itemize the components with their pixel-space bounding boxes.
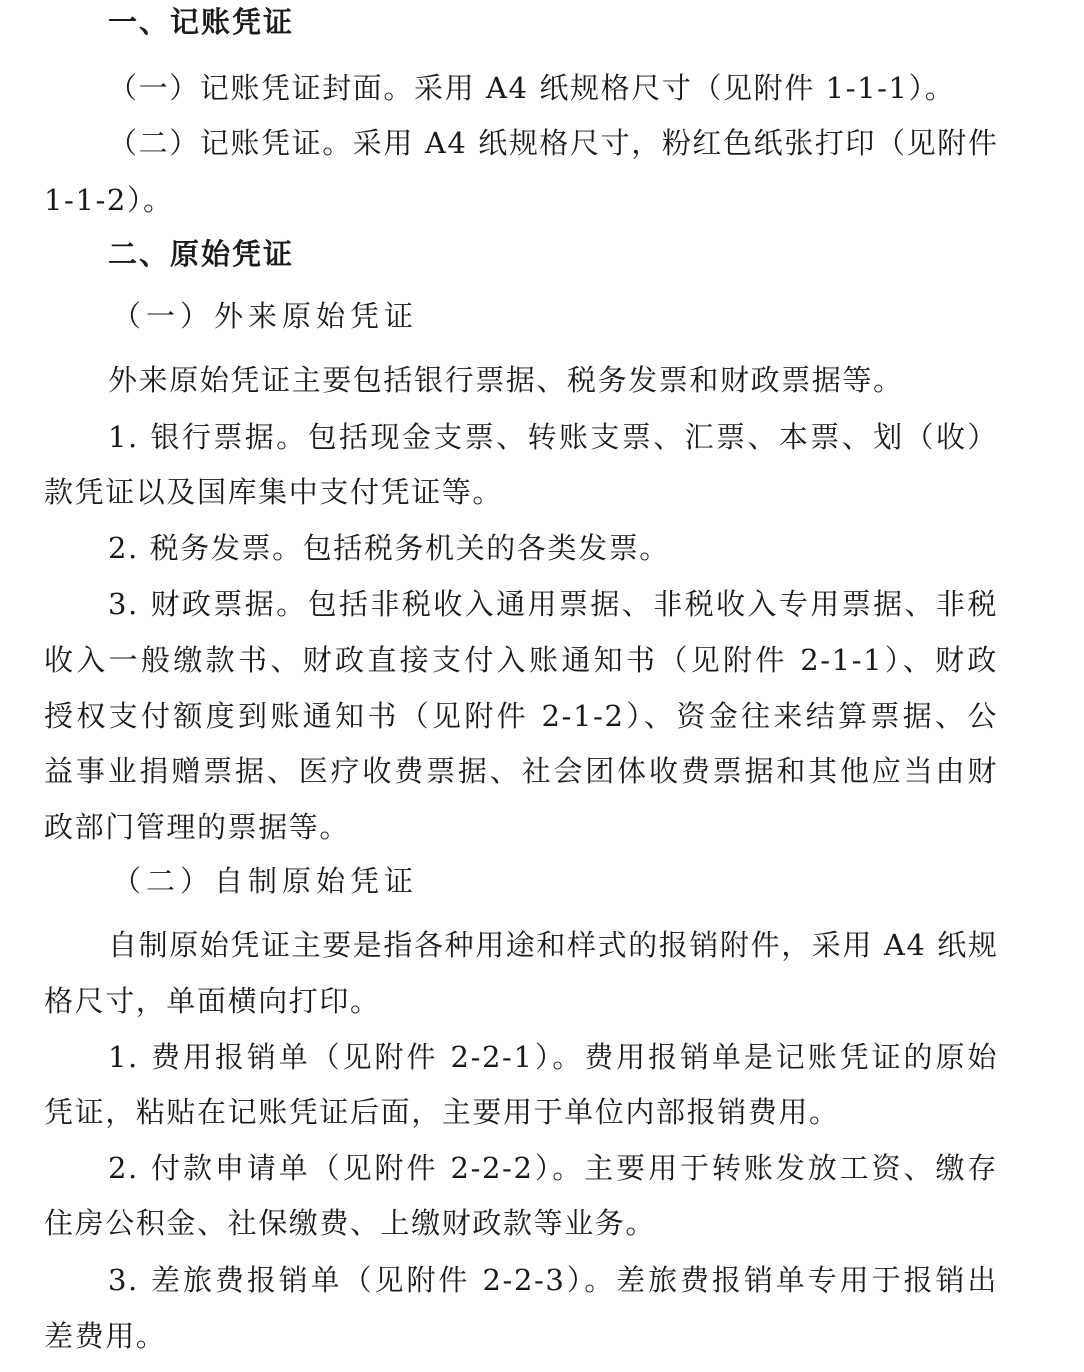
text-line: 差费用。 — [44, 1319, 167, 1353]
text-line: 收入一般缴款书、财政直接支付入账通知书（见附件 2-1-1）、财政 — [44, 643, 998, 677]
text-line: 住房公积金、社保缴费、上缴财政款等业务。 — [44, 1206, 657, 1240]
text-line: 自制原始凭证主要是指各种用途和样式的报销附件，采用 A4 纸规 — [108, 928, 999, 962]
text-line: （一）记账凭证封面。采用 A4 纸规格尺寸（见附件 1-1-1）。 — [108, 71, 956, 105]
text-line: 3. 差旅费报销单（见附件 2-2-3）。差旅费报销单专用于报销出 — [108, 1263, 998, 1297]
text-line: 1. 费用报销单（见附件 2-2-1）。费用报销单是记账凭证的原始 — [108, 1040, 998, 1074]
text-line: 2. 税务发票。包括税务机关的各类发票。 — [108, 531, 670, 565]
text-line: 2. 付款申请单（见附件 2-2-2）。主要用于转账发放工资、缴存 — [108, 1151, 998, 1185]
text-line: 1-1-2）。 — [44, 183, 174, 217]
text-line: 格尺寸，单面横向打印。 — [44, 984, 381, 1018]
subheading-self-made-voucher: （二）自制原始凭证 — [112, 864, 419, 898]
text-line: 3. 财政票据。包括非税收入通用票据、非税收入专用票据、非税 — [108, 587, 998, 621]
subheading-external-voucher: （一）外来原始凭证 — [112, 299, 419, 333]
heading-accounting-voucher: 一、记账凭证 — [108, 5, 295, 39]
text-line: 授权支付额度到账通知书（见附件 2-1-2）、资金往来结算票据、公 — [44, 699, 998, 733]
heading-original-voucher: 二、原始凭证 — [108, 237, 295, 271]
text-line: 凭证，粘贴在记账凭证后面，主要用于单位内部报销费用。 — [44, 1095, 840, 1129]
text-line: 款凭证以及国库集中支付凭证等。 — [44, 475, 504, 509]
text-line: （二）记账凭证。采用 A4 纸规格尺寸，粉红色纸张打印（见附件 — [108, 126, 999, 160]
text-line: 外来原始凭证主要包括银行票据、税务发票和财政票据等。 — [108, 363, 904, 397]
text-line: 1. 银行票据。包括现金支票、转账支票、汇票、本票、划（收） — [108, 420, 998, 454]
text-line: 益事业捐赠票据、医疗收费票据、社会团体收费票据和其他应当由财 — [44, 754, 998, 788]
text-line: 政部门管理的票据等。 — [44, 810, 351, 844]
